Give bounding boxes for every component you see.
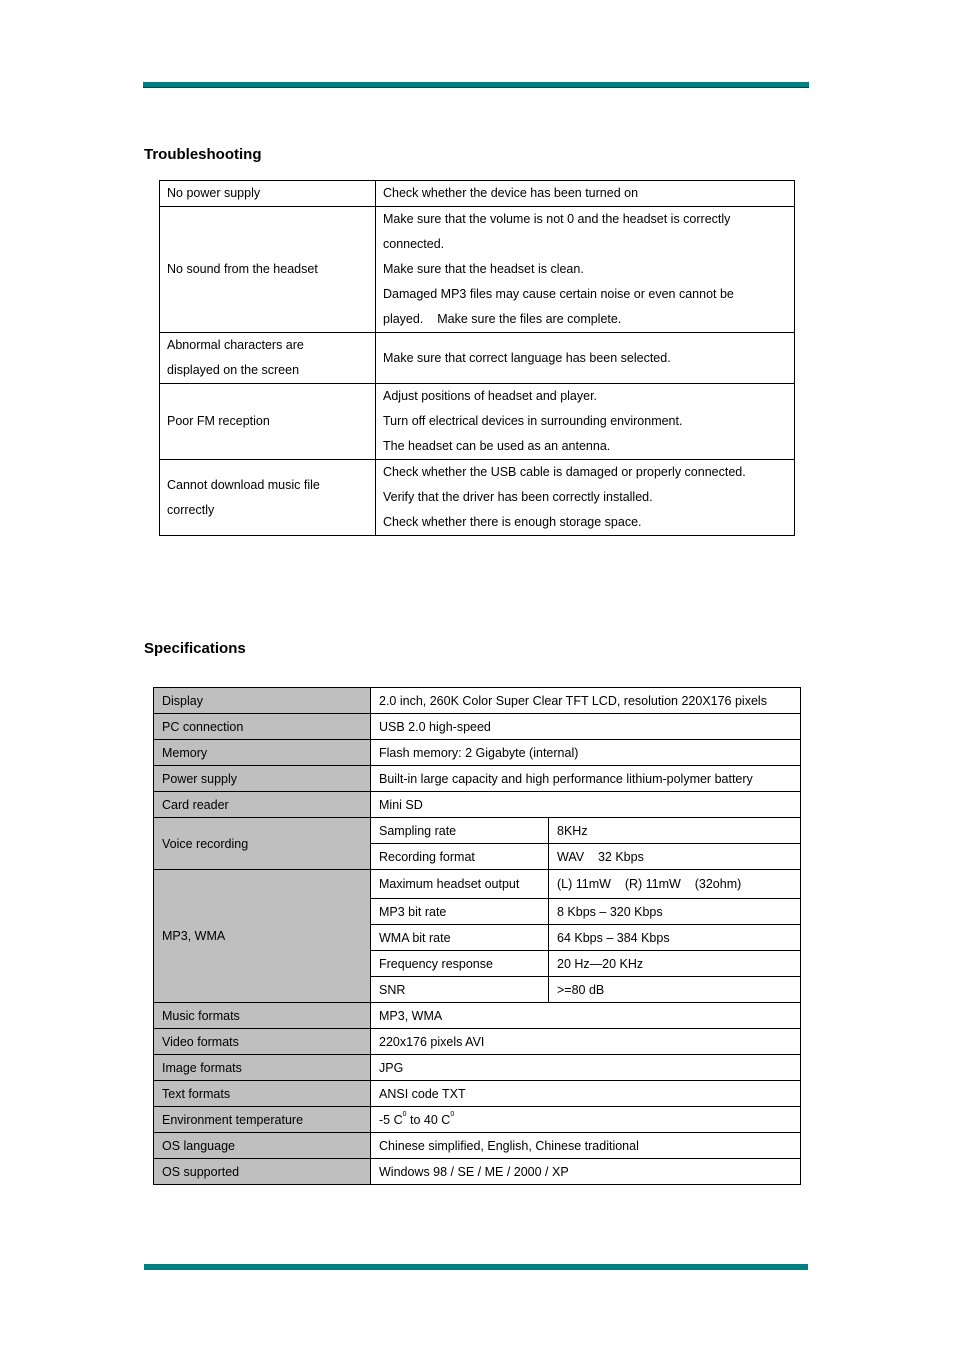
problem-cell <box>160 460 376 536</box>
header-rule <box>143 82 809 88</box>
solution-cell <box>376 460 795 536</box>
spec-value: ANSI code TXT <box>371 1081 801 1107</box>
table-row <box>160 207 795 333</box>
spec-value: Chinese simplified, English, Chinese traditional <box>371 1133 801 1159</box>
solution-line: played. Make sure the files are complete. <box>383 312 622 326</box>
spec-label: Video formats <box>154 1029 371 1055</box>
solution-cell <box>376 181 795 207</box>
table-row <box>154 1055 801 1081</box>
spec-label: Image formats <box>154 1055 371 1081</box>
specifications-table <box>153 687 801 1185</box>
solution-line: The headset can be used as an antenna. <box>383 439 611 453</box>
problem-cell: No sound from the headset <box>160 207 376 333</box>
spec-value: (L) 11mW (R) 11mW (32ohm) <box>549 870 801 899</box>
solution-line: Check whether there is enough storage space. <box>383 515 642 529</box>
solution-line: Check whether the device has been turned on <box>383 186 639 200</box>
temp-low: -5 C <box>379 1112 403 1127</box>
spec-value: 64 Kbps – 384 Kbps <box>549 925 801 951</box>
spec-value: JPG <box>371 1055 801 1081</box>
spec-sublabel: MP3 bit rate <box>371 899 549 925</box>
spec-value: WAV 32 Kbps <box>549 844 801 870</box>
solution-cell <box>376 207 795 333</box>
table-row <box>154 870 801 899</box>
spec-label: PC connection <box>154 714 371 740</box>
spec-sublabel: WMA bit rate <box>371 925 549 951</box>
troubleshooting-table <box>159 180 795 536</box>
table-row <box>154 714 801 740</box>
solution-line: Verify that the driver has been correctly installed. <box>383 490 653 504</box>
spec-label: Music formats <box>154 1003 371 1029</box>
spec-value: USB 2.0 high-speed <box>371 714 801 740</box>
table-row <box>154 1081 801 1107</box>
spec-value: 8KHz <box>549 818 801 844</box>
degree-mark: 0 <box>402 1110 407 1118</box>
specifications-heading: Specifications <box>144 640 246 657</box>
spec-value: Windows 98 / SE / ME / 2000 / XP <box>371 1159 801 1185</box>
table-row <box>160 460 795 536</box>
problem-line: Cannot download music file <box>167 477 320 492</box>
spec-value <box>371 1107 801 1133</box>
solution-line: Adjust positions of headset and player. <box>383 389 598 403</box>
temp-high: to 40 C <box>406 1112 451 1127</box>
table-row <box>154 818 801 844</box>
solution-line: Make sure that the headset is clean. <box>383 262 584 276</box>
table-row <box>154 740 801 766</box>
troubleshooting-heading: Troubleshooting <box>144 146 262 163</box>
problem-cell: No power supply <box>160 181 376 207</box>
spec-label: OS supported <box>154 1159 371 1185</box>
spec-label: OS language <box>154 1133 371 1159</box>
table-row <box>154 792 801 818</box>
table-row <box>154 688 801 714</box>
footer-rule <box>144 1264 808 1270</box>
spec-sublabel: Frequency response <box>371 951 549 977</box>
table-row <box>154 766 801 792</box>
problem-cell <box>160 333 376 384</box>
solution-cell <box>376 384 795 460</box>
spec-sublabel: SNR <box>371 977 549 1003</box>
spec-sublabel: Sampling rate <box>371 818 549 844</box>
table-row <box>154 1159 801 1185</box>
spec-value: 8 Kbps – 320 Kbps <box>549 899 801 925</box>
problem-line: correctly <box>167 502 215 517</box>
spec-label: Memory <box>154 740 371 766</box>
table-row <box>154 1003 801 1029</box>
table-row <box>160 333 795 384</box>
table-row <box>154 1133 801 1159</box>
spec-value: >=80 dB <box>549 977 801 1003</box>
solution-line: connected. <box>383 237 445 251</box>
solution-line: Check whether the USB cable is damaged or properly connected. <box>383 465 746 479</box>
spec-label: Power supply <box>154 766 371 792</box>
solution-line: Turn off electrical devices in surrounding environment. <box>383 414 683 428</box>
spec-label: MP3, WMA <box>154 870 371 1003</box>
problem-line: displayed on the screen <box>167 363 300 377</box>
spec-value: Mini SD <box>371 792 801 818</box>
table-row <box>154 1029 801 1055</box>
solution-cell <box>376 333 795 384</box>
solution-line: Make sure that the volume is not 0 and the headset is correctly <box>383 212 731 226</box>
degree-mark: 0 <box>450 1110 455 1118</box>
spec-label: Card reader <box>154 792 371 818</box>
table-row <box>160 181 795 207</box>
spec-value: MP3, WMA <box>371 1003 801 1029</box>
spec-label: Text formats <box>154 1081 371 1107</box>
solution-line: Damaged MP3 files may cause certain noise or even cannot be <box>383 287 734 301</box>
table-row <box>154 1107 801 1133</box>
spec-sublabel: Recording format <box>371 844 549 870</box>
spec-sublabel: Maximum headset output <box>371 870 549 899</box>
spec-value: 20 Hz—20 KHz <box>549 951 801 977</box>
spec-value: 220x176 pixels AVI <box>371 1029 801 1055</box>
table-row <box>160 384 795 460</box>
problem-line: Abnormal characters are <box>167 338 304 352</box>
spec-value: Built-in large capacity and high performance lithium-polymer battery <box>371 766 801 792</box>
spec-label: Display <box>154 688 371 714</box>
spec-label: Voice recording <box>154 818 371 870</box>
problem-cell: Poor FM reception <box>160 384 376 460</box>
solution-line: Make sure that correct language has been selected. <box>383 350 671 365</box>
spec-label: Environment temperature <box>154 1107 371 1133</box>
spec-value: 2.0 inch, 260K Color Super Clear TFT LCD, resolution 220X176 pixels <box>371 688 801 714</box>
spec-value: Flash memory: 2 Gigabyte (internal) <box>371 740 801 766</box>
